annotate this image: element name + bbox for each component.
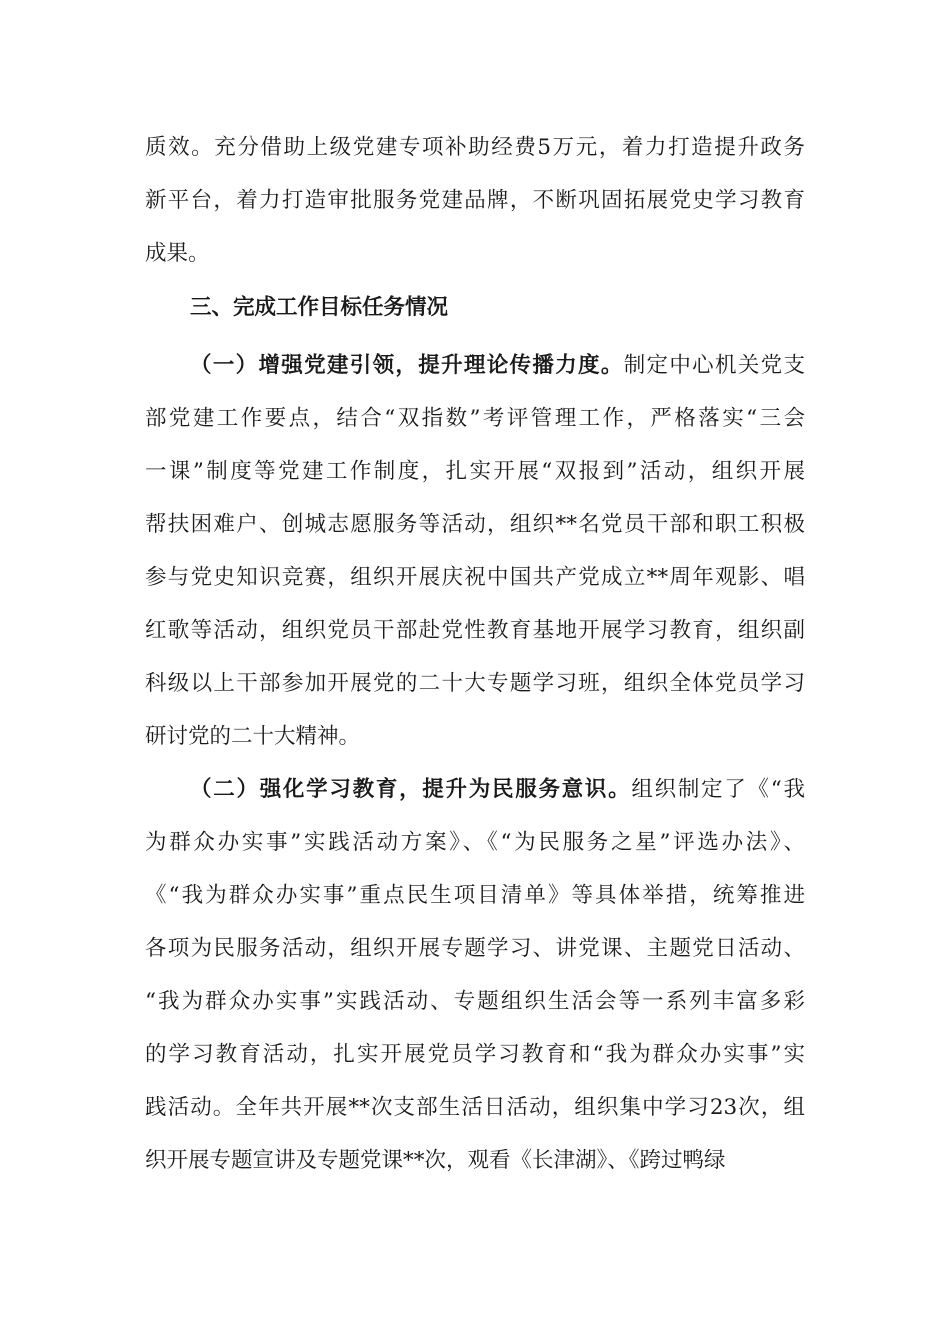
paragraph-line: 为群众办实事”实践活动方案》、《“为民服务之星”评选办法》、 [145, 830, 805, 855]
paragraph-line: 的学习教育活动，扎实开展党员学习教育和“我为群众办实事”实 [145, 1042, 805, 1067]
paragraph-line: 《“我为群众办实事”重点民生项目清单》等具体举措，统筹推进 [145, 883, 805, 908]
paragraph-line: 一课”制度等党建工作制度，扎实开展“双报到”活动，组织开展 [145, 459, 805, 484]
section-heading: 三、完成工作目标任务情况 [190, 295, 449, 320]
subsection-line [190, 773, 805, 807]
subsection-heading: （二）强化学习教育，提升为民服务意识。 [190, 777, 632, 802]
paragraph-line: 践活动。全年共开展**次支部生活日活动，组织集中学习23次，组 [145, 1095, 805, 1120]
paragraph-text: 制定中心机关党支 [623, 353, 805, 378]
paragraph-line: 参与党史知识竞赛，组织开展庆祝中国共产党成立**周年观影、唱 [145, 565, 805, 590]
subsection-line [190, 349, 805, 383]
paragraph-line: 质效。充分借助上级党建专项补助经费5万元，着力打造提升政务 [145, 135, 805, 160]
paragraph-line: 织开展专题宣讲及专题党课**次，观看《长津湖》、《跨过鸭绿 [145, 1148, 726, 1173]
paragraph-line: 红歌等活动，组织党员干部赴党性教育基地开展学习教育，组织副 [145, 618, 805, 643]
paragraph-line: 科级以上干部参加开展党的二十大专题学习班，组织全体党员学习 [145, 671, 805, 696]
paragraph-line: 研讨党的二十大精神。 [145, 724, 361, 749]
paragraph-text: 组织制定了《“我 [631, 777, 805, 802]
subsection-heading: （一）增强党建引领，提升理论传播力度。 [190, 353, 624, 378]
paragraph-line: 部党建工作要点，结合“双指数”考评管理工作，严格落实“三会 [145, 406, 805, 431]
paragraph-line: 成果。 [145, 241, 210, 266]
paragraph-line: 各项为民服务活动，组织开展专题学习、讲党课、主题党日活动、 [145, 936, 805, 961]
paragraph-line: “我为群众办实事”实践活动、专题组织生活会等一系列丰富多彩 [145, 989, 805, 1014]
paragraph-line: 新平台，着力打造审批服务党建品牌，不断巩固拓展党史学习教育 [145, 188, 805, 213]
paragraph-line: 帮扶困难户、创城志愿服务等活动，组织**名党员干部和职工积极 [145, 512, 805, 537]
